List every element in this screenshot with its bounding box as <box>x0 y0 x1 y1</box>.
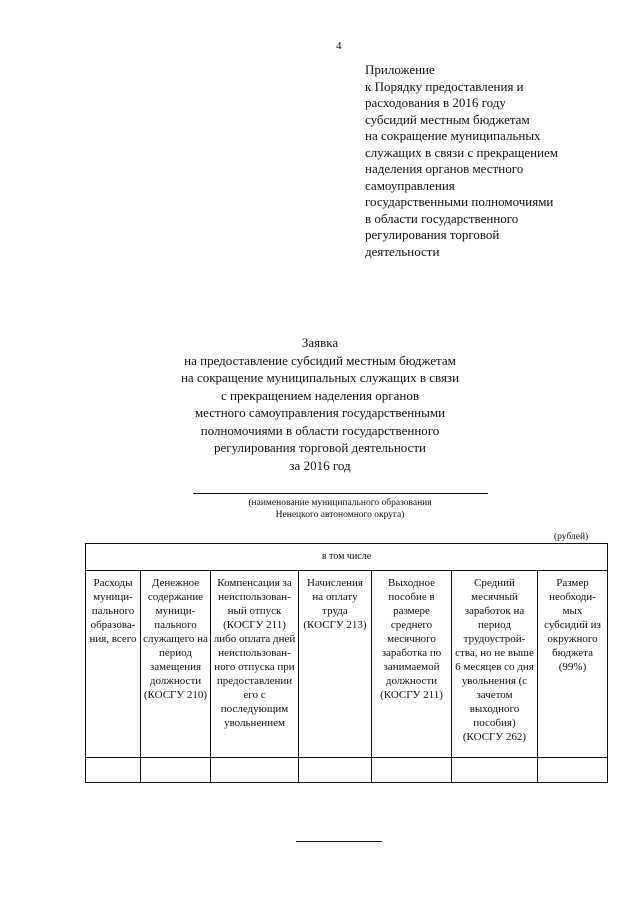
appendix-line: расходования в 2016 году <box>365 95 506 110</box>
municipality-name-line <box>193 493 488 494</box>
table-row <box>86 544 608 571</box>
in-that-number-header: в том числе <box>86 544 608 571</box>
municipality-name-caption <box>190 497 490 521</box>
request-line: за 2016 год <box>289 457 351 473</box>
appendix-line: наделения органов местного <box>365 161 524 176</box>
subsidy-request-table <box>85 543 608 783</box>
table-cell[interactable] <box>538 758 608 783</box>
table-cell[interactable] <box>299 758 372 783</box>
request-line: на сокращение муниципальных служащих в связи <box>180 370 460 385</box>
appendix-line: деятельности <box>365 243 440 259</box>
request-line: на предоставление субсидий местным бюджетам <box>184 352 456 368</box>
column-header: Размер необходи-мых субсидий из окружного бюджета (99%) <box>538 571 608 758</box>
appendix-block <box>365 62 615 260</box>
column-header: Средний месячный заработок на период трудоустрой-ства, но не выше 6 месяцев со дня увольнения (с зачетом выходного пособия) (КОСГУ 262) <box>452 571 538 758</box>
request-line: полномочиями в области государственного <box>200 422 440 438</box>
request-title: Заявка <box>301 335 339 350</box>
table-cell[interactable] <box>86 758 141 783</box>
appendix-line: на сокращение муниципальных <box>365 128 541 143</box>
table-cell[interactable] <box>141 758 211 783</box>
table-row <box>86 758 608 783</box>
appendix-line: служащих в связи с прекращением <box>365 144 559 160</box>
column-header: Начисления на оплату труда (КОСГУ 213) <box>299 571 372 758</box>
appendix-line: к Порядку предоставления и <box>365 78 524 94</box>
table-row <box>86 571 608 758</box>
request-line: местного самоуправления государственными <box>194 405 446 420</box>
request-line: с прекращением наделения органов <box>221 387 419 403</box>
request-heading <box>120 334 520 474</box>
appendix-line: государственными полномочиями <box>365 194 554 209</box>
column-header: Компенсация за неиспользован-ный отпуск (КОСГУ 211) либо оплата дней неиспользован-ного отпуска при предоставлении его с последующим увольнением <box>211 571 299 758</box>
request-line: регулирования торговой деятельности <box>213 440 427 455</box>
caption-line: Ненецкого автономного округа) <box>275 510 405 520</box>
table-cell[interactable] <box>211 758 299 783</box>
column-header: Расходы муници-пального образова-ния, всего <box>86 571 141 758</box>
footer-divider <box>296 841 382 842</box>
caption-line: (наименование муниципального образования <box>248 498 432 508</box>
appendix-line: Приложение <box>365 62 435 77</box>
appendix-line: самоуправления <box>365 177 455 193</box>
appendix-line: в области государственного <box>365 210 519 226</box>
column-header: Выходное пособие в размере среднего месячного заработка по занимаемой должности (КОСГУ 211) <box>372 571 452 758</box>
page-number: 4 <box>336 40 342 52</box>
units-label: (рублей) <box>554 532 589 542</box>
appendix-line: субсидий местным бюджетам <box>365 111 530 127</box>
table-cell[interactable] <box>452 758 538 783</box>
column-header: Денежное содержание муници-пального служащего на период замещения должности (КОСГУ 210) <box>141 571 211 758</box>
appendix-line: регулирования торговой <box>365 227 500 242</box>
table-cell[interactable] <box>372 758 452 783</box>
